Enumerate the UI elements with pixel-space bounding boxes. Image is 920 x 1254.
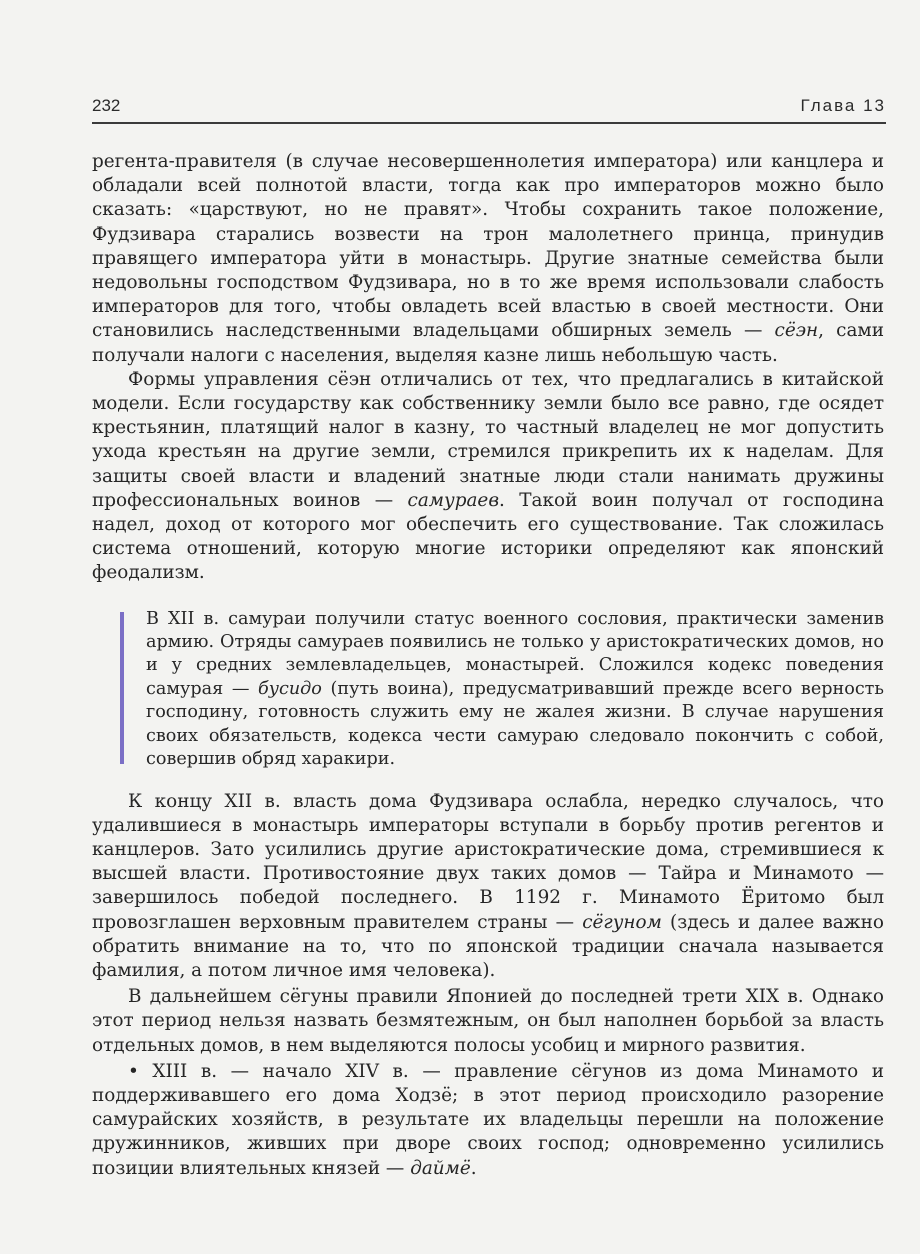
paragraph-5: • XIII в. — начало XIV в. — правление сёгунов из дома Минамото и поддерживавшего его дома Ходзё; в этот период происходило разорение самурайских хозяйств, в результате их владельцы перешли на положение дружинников, живших при дворе своих господ; одновременно усилились позиции влиятельных князей — даймё.	[92, 1060, 884, 1179]
term-samurai: самураев	[407, 489, 500, 511]
running-header	[92, 96, 886, 124]
paragraph-4: В дальнейшем сёгуны правили Японией до последней трети XIX в. Однако этот период нельзя назвать безмятежным, он был наполнен борьбой за власть отдельных домов, в нем выделяются полосы усобиц и мирного развития.	[92, 986, 884, 1056]
term-daimyo: даймё	[410, 1157, 471, 1179]
paragraph-3: К концу XII в. власть дома Фудзивара ослабла, нередко случалось, что удалившиеся в монастырь императоры вступали в борьбу против регентов и канцлеров. Зато усилились другие аристократические дома, стремившиеся к высшей власти. Противостояние двух таких домов — Тайра и Минамото — завершилось победой последнего. В 1192 г. Минамото Ёритомо был провозглашен верховным правителем страны — сёгуном (здесь и далее важно обратить внимание на то, что по японской традиции сначала называется фамилия, а потом личное имя человека).	[92, 790, 884, 981]
page-number: 232	[92, 96, 121, 115]
highlight-bar	[120, 612, 124, 764]
main-text	[92, 150, 884, 1181]
chapter-title: Глава 13	[800, 96, 886, 115]
term-shoen: сёэн	[774, 320, 819, 342]
highlight-box	[120, 608, 884, 772]
paragraph-1: регента-правителя (в случае несовершеннолетия императора) или канцлера и обладали всей полнотой власти, тогда как про императоров можно было сказать: «царствуют, но не правят». Чтобы сохранить такое положение, Фудзивара старались возвести на трон малолетнего принца, принудив правящего императора уйти в монастырь. Другие знатные семейства были недовольны господством Фудзивара, но в то же время использовали слабость императоров для того, чтобы овладеть всей властью в своей местности. Они становились наследственными владельцами обширных земель — сёэн, сами получали налоги с населения, выделяя казне лишь небольшую часть.	[92, 151, 884, 366]
box-paragraph: В XII в. самураи получили статус военного сословия, практически заменив армию. Отряды самураев появились не только у аристократических домов, но и у средних землевладельцев, монастырей. Сложился кодекс поведения самурая — бусидо (путь воина), предусматривавший прежде всего верность господину, готовность служить ему не жалея жизни. В случае нарушения своих обязательств, кодекса чести самураю следовало покончить с собой, совершив обряд харакири.	[146, 608, 884, 770]
paragraph-2: Формы управления сёэн отличались от тех, что предлагались в китайской модели. Если государству как собственнику земли было все равно, где осядет крестьянин, платящий налог в казну, то частный владелец не мог допустить ухода крестьян на другие земли, стремился прикрепить их к наделам. Для защиты своей власти и владений знатные люди стали нанимать дружины профессиональных воинов — самураев. Такой воин получал от господина надел, доход от которого мог обеспечить его существование. Так сложилась система отношений, которую многие историки определяют как японский феодализм.	[92, 368, 884, 584]
term-shogun: сёгуном	[582, 911, 662, 933]
term-bushido: бусидо	[258, 678, 322, 699]
